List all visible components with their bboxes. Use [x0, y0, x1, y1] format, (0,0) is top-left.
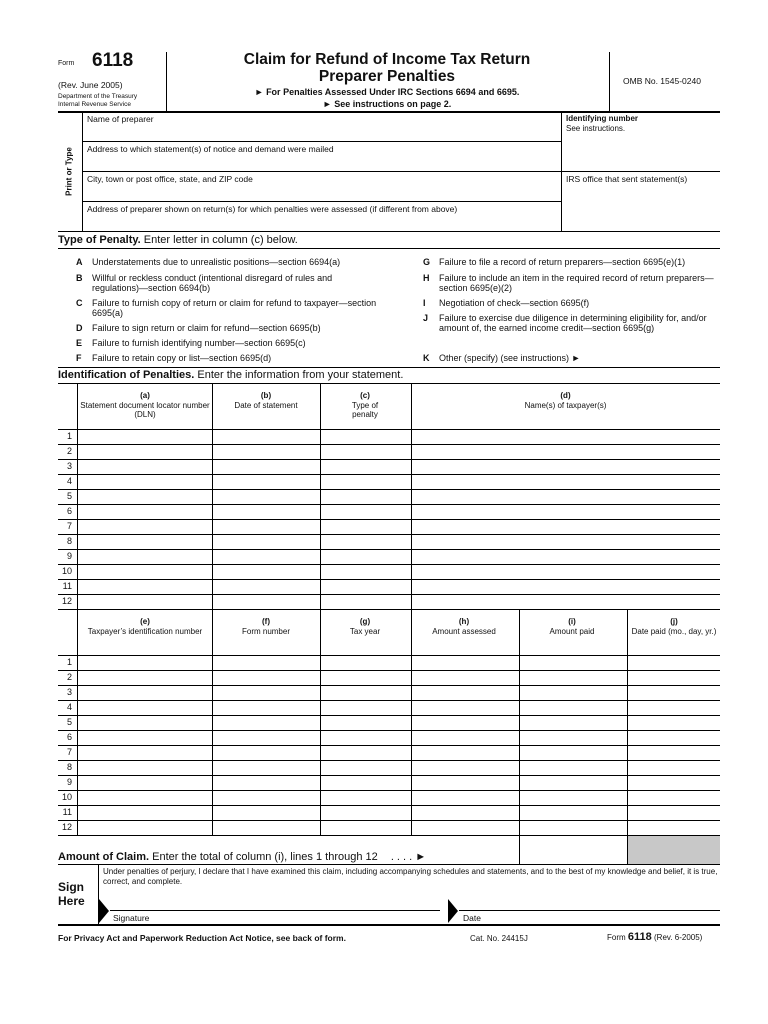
- table1-cell[interactable]: [412, 460, 719, 473]
- table1-cell[interactable]: [412, 535, 719, 548]
- penalty-option-d: D Failure to sign return or claim for refund—section 6695(b): [76, 323, 321, 333]
- table2-cell[interactable]: [412, 806, 518, 819]
- table1-row-number: 8: [66, 536, 72, 546]
- table2-cell[interactable]: [213, 656, 319, 669]
- table1-row-number: 12: [61, 596, 72, 606]
- table2-row-number: 2: [66, 672, 72, 682]
- table1-cell[interactable]: [412, 505, 719, 518]
- table2-cell[interactable]: [78, 701, 211, 714]
- perjury-declaration: Under penalties of perjury, I declare that I have examined this claim, including accompanying schedules and statements, and to the best of my knowledge and belief, it is true, correct, and complete.: [103, 867, 718, 886]
- table1-cell[interactable]: [213, 535, 319, 548]
- table1-cell[interactable]: [412, 580, 719, 593]
- table1-cell[interactable]: [213, 505, 319, 518]
- table1-cell[interactable]: [213, 595, 319, 608]
- table2-cell[interactable]: [412, 791, 518, 804]
- table2-cell[interactable]: [628, 671, 719, 684]
- table2-cell[interactable]: [520, 791, 626, 804]
- penalty-option-f: F Failure to retain copy or list—section 6695(d): [76, 353, 272, 363]
- notice-address-label: Address to which statement(s) of notice and demand were mailed: [87, 144, 334, 154]
- table2-cell[interactable]: [628, 746, 719, 759]
- table1-cell[interactable]: [213, 550, 319, 563]
- signature-label: Signature: [113, 913, 150, 923]
- table2-row-number: 11: [62, 807, 72, 817]
- identification-heading: Identification of Penalties. Enter the information from your statement.: [58, 369, 404, 381]
- table1-cell[interactable]: [213, 460, 319, 473]
- table1-cell[interactable]: [412, 430, 719, 443]
- table2-cell[interactable]: [520, 746, 626, 759]
- preparer-name-label: Name of preparer: [87, 114, 154, 124]
- sign-label: Sign: [58, 880, 84, 894]
- table1-row-number: 6: [66, 506, 72, 516]
- table1-cell[interactable]: [213, 490, 319, 503]
- column-a-header: (a) Statement document locator number (DLN): [80, 391, 210, 419]
- table2-cell[interactable]: [321, 671, 410, 684]
- table2-cell[interactable]: [628, 791, 719, 804]
- table2-cell[interactable]: [520, 821, 626, 834]
- table2-cell[interactable]: [520, 776, 626, 789]
- table1-cell[interactable]: [78, 430, 211, 443]
- table2-cell[interactable]: [412, 671, 518, 684]
- city-state-zip-field[interactable]: [85, 185, 559, 200]
- shaded-box: [628, 836, 720, 864]
- column-j-header: (j) Date paid (mo., day, yr.): [631, 617, 717, 636]
- table2-cell[interactable]: [520, 761, 626, 774]
- column-h-header: (h) Amount assessed: [432, 617, 496, 636]
- table2-cell[interactable]: [412, 701, 518, 714]
- table2-cell[interactable]: [321, 776, 410, 789]
- table1-cell[interactable]: [78, 550, 211, 563]
- table1-cell[interactable]: [321, 475, 410, 488]
- amount-of-claim-instruction: Enter the total of column (i), lines 1 through 12: [152, 851, 378, 863]
- table2-cell[interactable]: [321, 821, 410, 834]
- table2-cell[interactable]: [412, 686, 518, 699]
- table1-cell[interactable]: [213, 445, 319, 458]
- table2-cell[interactable]: [321, 716, 410, 729]
- identifying-number-label: Identifying number: [566, 114, 638, 123]
- table2-row-number: 7: [66, 747, 72, 757]
- table2-cell[interactable]: [213, 671, 319, 684]
- table2-cell[interactable]: [213, 686, 319, 699]
- penalty-option-k: K Other (specify) (see instructions) ►: [423, 353, 581, 363]
- table2-cell[interactable]: [412, 761, 518, 774]
- column-c-header: (c) Type of penalty: [351, 391, 379, 419]
- table1-cell[interactable]: [213, 580, 319, 593]
- catalog-number: Cat. No. 24415J: [470, 934, 528, 943]
- table2-cell[interactable]: [628, 806, 719, 819]
- table1-cell[interactable]: [321, 595, 410, 608]
- table1-cell[interactable]: [213, 475, 319, 488]
- table1-cell[interactable]: [412, 445, 719, 458]
- table1-cell[interactable]: [78, 520, 211, 533]
- table1-cell[interactable]: [321, 565, 410, 578]
- table2-cell[interactable]: [520, 716, 626, 729]
- table2-cell[interactable]: [78, 761, 211, 774]
- here-label: Here: [58, 894, 85, 908]
- table1-cell[interactable]: [78, 595, 211, 608]
- table1-row-number: 10: [61, 566, 72, 576]
- table2-cell[interactable]: [520, 671, 626, 684]
- table1-row-number: 4: [66, 476, 72, 486]
- table1-cell[interactable]: [321, 460, 410, 473]
- amount-of-claim-line: [58, 850, 426, 864]
- table2-cell[interactable]: [78, 686, 211, 699]
- amount-of-claim-heading: Amount of Claim.: [58, 851, 150, 863]
- penalty-option-g: G Failure to file a record of return preparers—section 6695(e)(1): [423, 257, 686, 267]
- department-name: Department of the Treasury: [58, 93, 138, 100]
- table2-cell[interactable]: [628, 731, 719, 744]
- table2-cell[interactable]: [412, 716, 518, 729]
- table2-cell[interactable]: [78, 791, 211, 804]
- table2-row-number: 10: [61, 792, 72, 802]
- penalty-option-b: B Willful or reckless conduct (intentional disregard of rules and regulations)—section 6694(b): [76, 273, 333, 293]
- form-subtitle-2: ► See instructions on page 2.: [322, 99, 452, 109]
- table1-cell[interactable]: [321, 535, 410, 548]
- column-f-header: (f) Form number: [241, 617, 290, 636]
- table2-cell[interactable]: [412, 776, 518, 789]
- table1-cell[interactable]: [78, 580, 211, 593]
- table1-cell[interactable]: [213, 565, 319, 578]
- table2-cell[interactable]: [628, 701, 719, 714]
- notice-address-field[interactable]: [85, 155, 559, 170]
- table2-cell[interactable]: [520, 686, 626, 699]
- table2-cell[interactable]: [78, 731, 211, 744]
- agency-name: Internal Revenue Service: [58, 101, 131, 108]
- column-d-header: (d) Name(s) of taxpayer(s): [524, 391, 607, 410]
- table2-cell[interactable]: [412, 731, 518, 744]
- date-label: Date: [463, 913, 481, 923]
- table1-row-number: 3: [66, 461, 72, 471]
- form-number: 6118: [92, 50, 134, 71]
- table1-cell[interactable]: [412, 520, 719, 533]
- table2-cell[interactable]: [321, 761, 410, 774]
- column-g-header: (g) Tax year: [349, 617, 381, 636]
- identifying-number-field[interactable]: [564, 134, 718, 150]
- penalty-option-i: I Negotiation of check—section 6695(f): [423, 298, 590, 308]
- table1-cell[interactable]: [321, 580, 410, 593]
- column-b-header: (b) Date of statement: [234, 391, 298, 410]
- table2-cell[interactable]: [321, 701, 410, 714]
- form-label: Form: [58, 60, 75, 67]
- penalty-option-h: H Failure to include an item in the required record of return preparers—section 6695(e)(2): [423, 273, 714, 293]
- table2-cell[interactable]: [78, 821, 211, 834]
- table2-cell[interactable]: [213, 791, 319, 804]
- signature-field[interactable]: [112, 893, 438, 909]
- table1-cell[interactable]: [78, 490, 211, 503]
- table2-cell[interactable]: [78, 776, 211, 789]
- table1-cell[interactable]: [78, 460, 211, 473]
- table2-cell[interactable]: [321, 656, 410, 669]
- penalty-option-e: E Failure to furnish identifying number—section 6695(c): [76, 338, 306, 348]
- table1-row-number: 1: [66, 431, 72, 441]
- table1-cell[interactable]: [321, 445, 410, 458]
- preparer-name-field[interactable]: [85, 125, 559, 140]
- table2-cell[interactable]: [78, 746, 211, 759]
- table1-row-number: 5: [66, 491, 72, 501]
- table1-cell[interactable]: [412, 565, 719, 578]
- table2-row-number: 6: [66, 732, 72, 742]
- form-revision: (Rev. June 2005): [58, 80, 123, 90]
- table2-cell[interactable]: [321, 791, 410, 804]
- table2-row-number: 1: [66, 657, 72, 667]
- table1-cell[interactable]: [321, 490, 410, 503]
- footer-form-id: Form 6118 (Rev. 6-2005): [607, 931, 703, 943]
- table2-cell[interactable]: [321, 731, 410, 744]
- penalty-option-a: A Understatements due to unrealistic positions—section 6694(a): [76, 257, 341, 267]
- table1-cell[interactable]: [78, 505, 211, 518]
- preparer-return-address-label: Address of preparer shown on return(s) for which penalties were assessed (if different from above): [87, 204, 458, 214]
- table1-cell[interactable]: [412, 490, 719, 503]
- date-arrow-icon: [448, 899, 458, 923]
- table2-cell[interactable]: [412, 656, 518, 669]
- privacy-notice: For Privacy Act and Paperwork Reduction Act Notice, see back of form.: [58, 933, 346, 943]
- table2-cell[interactable]: [213, 701, 319, 714]
- type-of-penalty-heading: Type of Penalty. Enter letter in column (c) below.: [58, 234, 298, 246]
- table1-cell[interactable]: [213, 520, 319, 533]
- table1-cell[interactable]: [321, 430, 410, 443]
- table2-cell[interactable]: [628, 656, 719, 669]
- table2-cell[interactable]: [321, 806, 410, 819]
- table2-row-number: 3: [66, 687, 72, 697]
- table2-cell[interactable]: [628, 821, 719, 834]
- table2-row-number: 5: [66, 717, 72, 727]
- table2-cell[interactable]: [628, 686, 719, 699]
- table2-row-number: 12: [61, 822, 72, 832]
- column-e-header: (e) Taxpayer’s identification number: [87, 617, 203, 636]
- table2-cell[interactable]: [213, 821, 319, 834]
- table2-cell[interactable]: [628, 776, 719, 789]
- print-or-type-label: Print or Type: [64, 147, 74, 196]
- table1-cell[interactable]: [213, 430, 319, 443]
- amount-of-claim-field[interactable]: [521, 839, 625, 861]
- preparer-return-address-field[interactable]: [85, 215, 559, 230]
- table1-row-number: 9: [66, 551, 72, 561]
- form-title-line2: Preparer Penalties: [318, 68, 456, 85]
- penalty-option-c: C Failure to furnish copy of return or claim for refund to taxpayer—section 6695(a): [76, 298, 377, 318]
- column-i-header: (i) Amount paid: [549, 617, 595, 636]
- table2-cell[interactable]: [520, 656, 626, 669]
- table2-cell[interactable]: [78, 656, 211, 669]
- table1-row-number: 2: [66, 446, 72, 456]
- table2-cell[interactable]: [213, 806, 319, 819]
- table2-cell[interactable]: [213, 761, 319, 774]
- irs-office-label: IRS office that sent statement(s): [566, 174, 688, 184]
- table2-cell[interactable]: [628, 761, 719, 774]
- table1-cell[interactable]: [321, 550, 410, 563]
- amount-of-claim-leader: . . . . ►: [390, 851, 427, 863]
- table2-cell[interactable]: [213, 746, 319, 759]
- table1-cell[interactable]: [321, 520, 410, 533]
- city-state-zip-label: City, town or post office, state, and ZIP code: [87, 174, 253, 184]
- omb-number: OMB No. 1545-0240: [623, 76, 701, 86]
- table1-cell[interactable]: [412, 475, 719, 488]
- table2-cell[interactable]: [520, 806, 626, 819]
- table1-row-number: 7: [66, 521, 72, 531]
- form-subtitle-1: ► For Penalties Assessed Under IRC Sections 6694 and 6695.: [254, 87, 520, 97]
- table2-row-number: 9: [66, 777, 72, 787]
- table2-cell[interactable]: [78, 716, 211, 729]
- table2-row-number: 4: [66, 702, 72, 712]
- irs-office-field[interactable]: [564, 186, 718, 226]
- table2-row-number: 8: [66, 762, 72, 772]
- table1-cell[interactable]: [412, 595, 719, 608]
- table1-cell[interactable]: [321, 505, 410, 518]
- identifying-number-hint: See instructions.: [566, 124, 626, 133]
- table1-cell[interactable]: [78, 535, 211, 548]
- date-field[interactable]: [461, 893, 718, 909]
- table2-cell[interactable]: [78, 671, 211, 684]
- table1-cell[interactable]: [78, 445, 211, 458]
- form-title-line1: Claim for Refund of Income Tax Return: [243, 51, 531, 68]
- table2-cell[interactable]: [520, 701, 626, 714]
- table1-cell[interactable]: [78, 565, 211, 578]
- table2-cell[interactable]: [213, 716, 319, 729]
- table2-cell[interactable]: [213, 776, 319, 789]
- table2-cell[interactable]: [213, 731, 319, 744]
- table2-cell[interactable]: [628, 716, 719, 729]
- table2-cell[interactable]: [520, 731, 626, 744]
- table2-cell[interactable]: [412, 821, 518, 834]
- table1-row-number: 11: [62, 581, 72, 591]
- penalty-option-j: J Failure to exercise due diligence in determining eligibility for, and/or amount of, the earned income credit—section 6695(g): [423, 313, 707, 333]
- table2-cell[interactable]: [78, 806, 211, 819]
- table2-cell[interactable]: [412, 746, 518, 759]
- table2-cell[interactable]: [321, 686, 410, 699]
- table1-cell[interactable]: [78, 475, 211, 488]
- table2-cell[interactable]: [321, 746, 410, 759]
- table1-cell[interactable]: [412, 550, 719, 563]
- signature-arrow-icon: [99, 899, 109, 923]
